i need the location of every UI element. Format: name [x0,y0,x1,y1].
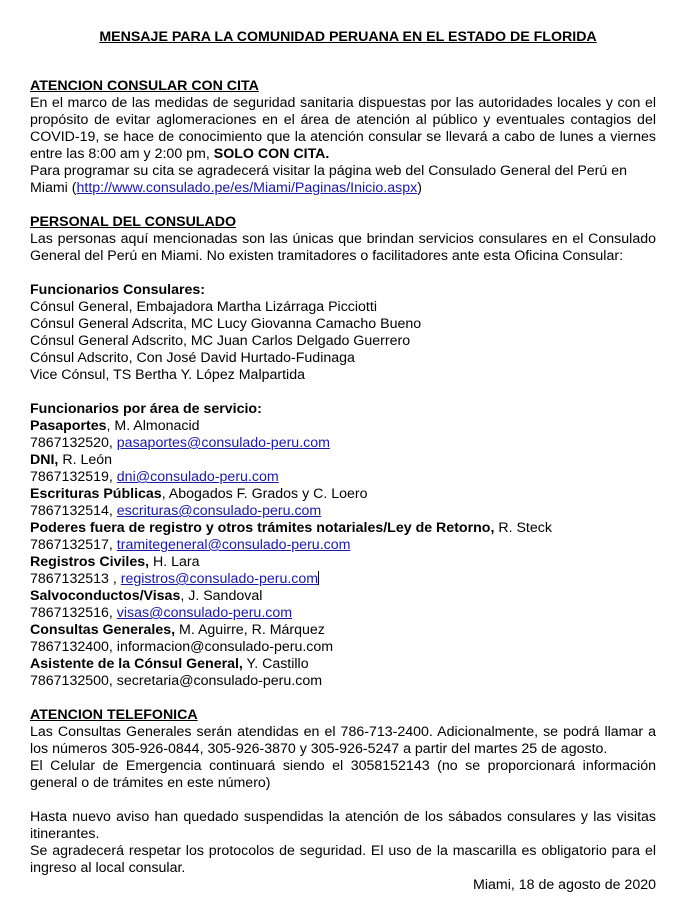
area-entry: DNI, R. León [30,452,113,468]
area-entry: Pasaportes, M. Almonacid [30,418,200,434]
email-link[interactable]: tramitegeneral@consulado-peru.com [116,537,351,553]
paragraph-telefonica: Las Consultas Generales serán atendidas en el 786-713-2400. Adicionalmente, se podrá llamar a los números 305-926-0844, 305-926-3870 y 305-926-5247 a partir del martes 25 de agosto. [30,724,656,757]
area-entry: Registros Civiles, H. Lara [30,554,200,570]
email-link[interactable]: registros@consulado-peru.com [120,571,319,587]
list-item: Cónsul General Adscrita, MC Lucy Giovanna Camacho Bueno [30,316,422,332]
paragraph-personal: Las personas aquí mencionadas son las únicas que brindan servicios consulares en el Consulado General del Perú en Miami. No existen tramitadores o facilitadores ante esta Oficina Consular: [30,231,656,264]
list-item: Cónsul General Adscrito, MC Juan Carlos Delgado Guerrero [30,333,411,349]
paragraph-suspendidas: Hasta nuevo aviso han quedado suspendidas la atención de los sábados consulares y las visitas itinerantes. [30,809,656,842]
area-entry: Poderes fuera de registro y otros trámites notariales/Ley de Retorno, R. Steck [30,520,552,536]
area-contact: 7867132500, secretaria@consulado-peru.com [30,673,323,689]
email-text: informacion@consulado-peru.com [116,639,334,655]
area-entry: Asistente de la Cónsul General, Y. Castillo [30,656,309,672]
paragraph-emergencia: El Celular de Emergencia continuará siendo el 3058152143 (no se proporcionará información general o de trámites en este número) [30,758,656,791]
email-link[interactable]: pasaportes@consulado-peru.com [116,435,330,451]
solo-con-cita: SOLO CON CITA. [213,146,330,162]
document-title: MENSAJE PARA LA COMUNIDAD PERUANA EN EL ESTADO DE FLORIDA [99,29,597,45]
area-contact: 7867132519, dni@consulado-peru.com [30,469,279,485]
paragraph-cita: En el marco de las medidas de seguridad sanitaria dispuestas por las autoridades locales y con el propósito de evitar aglomeraciones en el área de atención al público y eventuales contagios del COVID-19, se hace de conocimiento que la atención consular se llevará a cabo de lunes a viernes entre las 8:00 am y 2:00 pm, SOLO CON CITA. [30,95,656,162]
area-entry: Salvoconductos/Visas, J. Sandoval [30,588,263,604]
paragraph-programar: Para programar su cita se agradecerá visitar la página web del Consulado General del Perú en Miami (http://www.consulado.pe/es/Miami/Paginas/Inicio.aspx) [30,163,628,196]
email-text: secretaria@consulado-peru.com [116,673,323,689]
area-contact: 7867132513 , registros@consulado-peru.com [30,571,319,587]
text-cursor [318,571,319,585]
email-link[interactable]: escrituras@consulado-peru.com [116,503,322,519]
section-heading-telefonica: ATENCION TELEFONICA [30,707,198,723]
document-date: Miami, 18 de agosto de 2020 [473,877,656,893]
area-contact: 7867132516, visas@consulado-peru.com [30,605,293,621]
email-link[interactable]: dni@consulado-peru.com [116,469,279,485]
areas-list [30,418,656,690]
section-heading-cita: ATENCION CONSULAR CON CITA [30,78,259,94]
area-contact: 7867132520, pasaportes@consulado-peru.com [30,435,330,451]
area-contact: 7867132517, tramitegeneral@consulado-peru.com [30,537,351,553]
list-item: Cónsul General, Embajadora Martha Lizárraga Picciotti [30,299,377,315]
document-body [30,78,656,894]
funcionarios-list [30,299,656,384]
list-item: Vice Cónsul, TS Bertha Y. López Malpartida [30,367,305,383]
area-entry: Consultas Generales, M. Aguirre, R. Márquez [30,622,325,638]
area-entry: Escrituras Públicas, Abogados F. Grados y C. Loero [30,486,368,502]
funcionarios-heading: Funcionarios Consulares: [30,282,206,298]
section-heading-personal: PERSONAL DEL CONSULADO [30,214,237,230]
email-link[interactable]: visas@consulado-peru.com [116,605,293,621]
consulado-website-link[interactable]: http://www.consulado.pe/es/Miami/Paginas/Inicio.aspx [76,180,418,196]
paragraph-protocolos: Se agradecerá respetar los protocolos de seguridad. El uso de la mascarilla es obligatorio para el ingreso al local consular. [30,843,656,876]
area-contact: 7867132400, informacion@consulado-peru.com [30,639,334,655]
area-contact: 7867132514, escrituras@consulado-peru.com [30,503,322,519]
areas-heading: Funcionarios por área de servicio: [30,401,262,417]
list-item: Cónsul Adscrito, Con José David Hurtado-Fudinaga [30,350,355,366]
